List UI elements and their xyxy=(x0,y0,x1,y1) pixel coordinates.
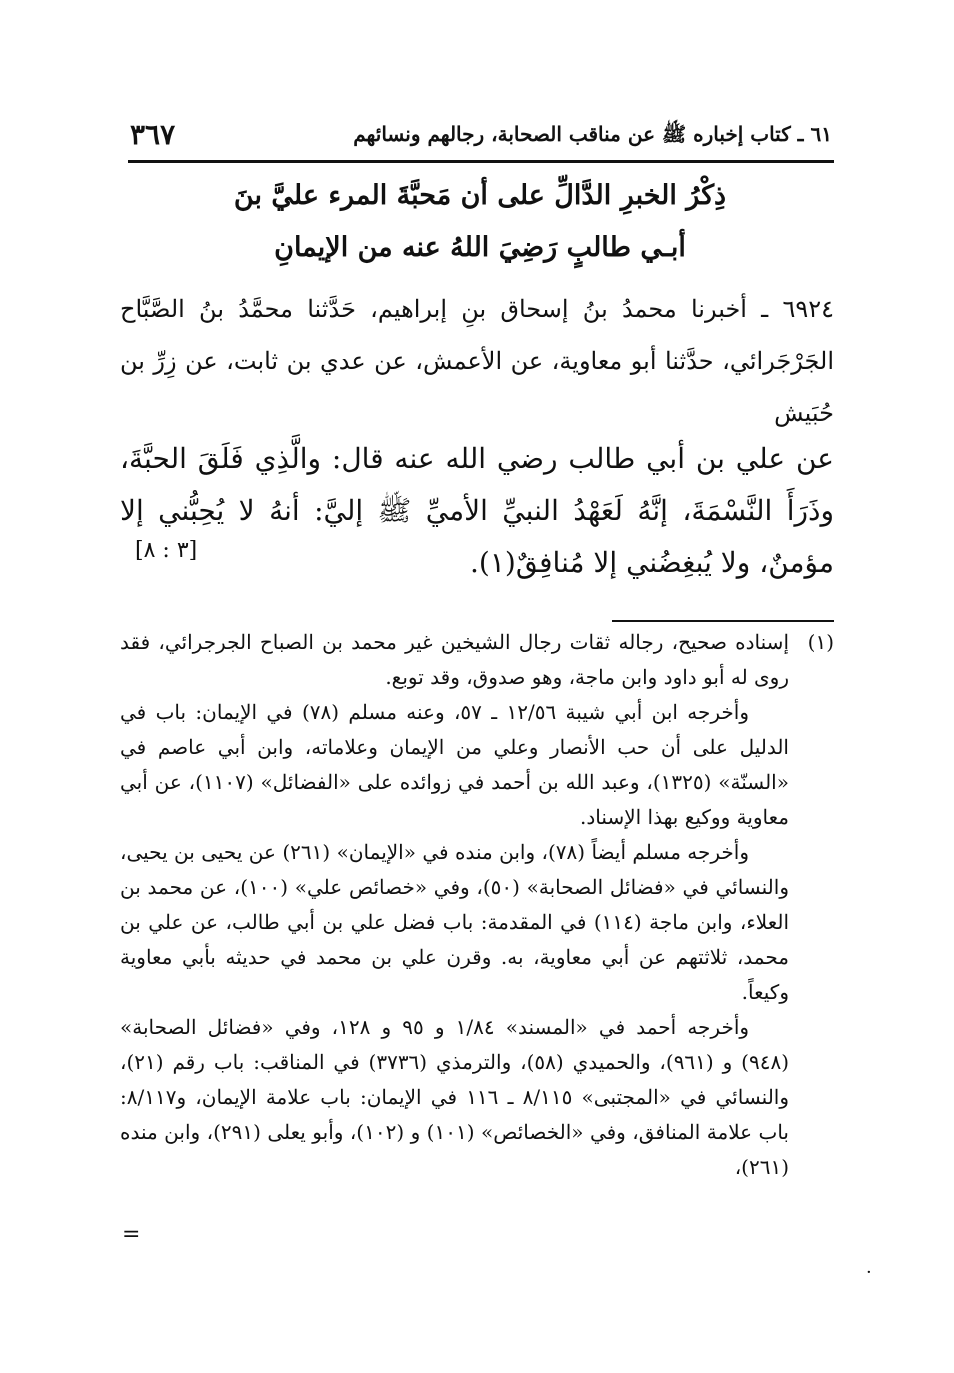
footnote-paragraph-4: وأخرجه أحمد في «المسند» ١/٨٤ و ٩٥ و ١٢٨، وفي «فضائل الصحابة» (٩٤٨) و (٩٦١)، والحميدي (٥٨)، والترمذي (٣٧٣٦) في المناقب: باب رقم (٢١)، والنسائي في «المجتبى» ٨/١١٥ ـ ١١٦ في الإيمان: باب علامة الإيمان، و٨/١١٧: باب علامة المنافق، وفي «الخصائص» (١٠١) و (١٠٢)، وأبو يعلى (٢٩١)، وابن منده (٢٦١)، xyxy=(120,1015,790,1179)
running-title: ٦١ ـ كتاب إخباره ﷺ عن مناقب الصحابة، رجالهم ونسائهم xyxy=(353,122,832,146)
page-number: ٣٦٧ xyxy=(130,118,176,151)
hadith-reference: [٣ : ٨] xyxy=(135,538,198,563)
footnote-paragraph-1 xyxy=(120,625,834,695)
footnote-paragraph-2: وأخرجه ابن أبي شيبة ١٢/٥٦ ـ ٥٧، وعنه مسلم (٧٨) في الإيمان: باب في الدليل على أن حب الأنصار وعلي من الإيمان وعلاماته، وابن أبي عاصم في «السنّة» (١٣٢٥)، وعبد الله بن أحمد في زوائده على «الفضائل» (١١٠٧)، عن أبي معاوية ووكيع بهذا الإسناد. xyxy=(120,700,789,829)
footnote-text-1: إسناده صحيح، رجاله ثقات رجال الشيخين غير محمد بن الصباح الجرجرائي، فقد روى له أبو داود وابن ماجة، وهو صدوق، وقد توبع. xyxy=(120,630,789,689)
header-rule xyxy=(128,160,834,163)
continuation-mark: = xyxy=(122,1222,141,1247)
footnote-paragraph-3: وأخرجه مسلم أيضاً (٧٨)، وابن منده في «الإيمان» (٢٦١) عن يحيى بن يحيى، والنسائي في «فضائل الصحابة» (٥٠)، وفي «خصائص علي» (١٠٠)، عن محمد بن العلاء، وابن ماجة (١١٤) في المقدمة: باب فضل علي بن أبي طالب، عن علي بن محمد، ثلاثتهم عن أبي معاوية، به. وقرن علي بن محمد في حديثه بأبي معاوية وكيعاً. xyxy=(120,840,789,1004)
hadith-isnad: ٦٩٢٤ ـ أخبرنا محمدُ بنُ إسحاق بنِ إبراهيم، حَدَّثنا محمَّدُ بنُ الصَّبَّاح الجَرْجَرائي، حدَّثنا أبو معاوية، عن الأعمش، عن عدي بن ثابت، عن زِرِّ بن حُبَيش xyxy=(120,295,834,427)
scan-speck: · xyxy=(866,1262,872,1283)
page-header xyxy=(130,118,832,158)
chapter-title-line-1: ذِكْرُ الخبرِ الدَّالِّ على أن مَحبَّةَ المرء عليَّ بنَ xyxy=(233,180,727,211)
footnote-number: (١) xyxy=(807,630,834,654)
footnote-rule xyxy=(612,620,834,622)
footnotes xyxy=(120,625,834,1185)
chapter-title-line-2: أبـي طالبٍ رَضِيَ اللهُ عنه من الإيمانِ xyxy=(274,232,686,263)
hadith-matn: عن علي بن أبي طالب رضي الله عنه قال: والَّذِي فَلَقَ الحبَّةَ، وذَرَأَ النَّسْمَةَ، إنَّهُ لَعَهْدُ النبيِّ الأميِّ ﷺ إليَّ: أنهُ لا يُحِبُّني إلا مؤمنٌ، ولا يُبغِضُني إلا مُنافِقٌ(١). xyxy=(120,442,834,579)
